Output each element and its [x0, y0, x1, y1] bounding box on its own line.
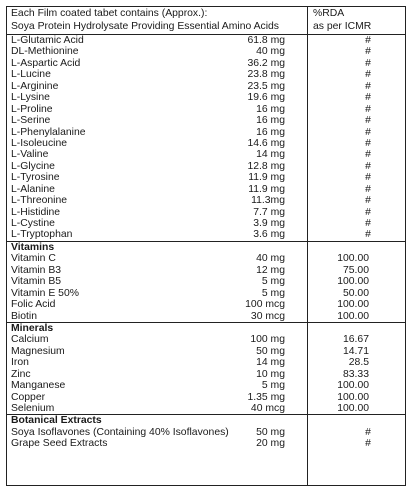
ingredient-rda: #	[365, 172, 371, 184]
table-row	[7, 229, 405, 240]
ingredient-rda: #	[365, 103, 371, 115]
table-row	[7, 265, 405, 276]
ingredient-name: L-Phenylalanine	[11, 126, 86, 138]
botanical-section	[7, 415, 405, 449]
ingredient-rda: 28.5	[348, 357, 369, 369]
section-title-row	[7, 323, 405, 334]
nutrition-table	[6, 6, 406, 486]
ingredient-name: DL-Methionine	[11, 46, 79, 58]
header-rda-line-2: as per ICMR	[313, 20, 372, 32]
ingredient-name: L-Lucine	[11, 69, 51, 81]
ingredient-rda: #	[365, 115, 371, 127]
ingredient-name: Grape Seed Extracts	[11, 438, 108, 450]
ingredient-name: Vitamin C	[11, 253, 56, 265]
ingredient-amount: 5 mg	[261, 287, 285, 299]
section-title: Vitamins	[11, 241, 55, 253]
ingredient-amount: 50 mg	[256, 426, 285, 438]
ingredient-amount: 12 mg	[256, 264, 285, 276]
ingredient-amount: 36.2 mg	[247, 57, 285, 69]
ingredient-rda: 100.00	[337, 380, 369, 392]
table-row	[7, 369, 405, 380]
ingredient-rda: #	[365, 160, 371, 172]
table-row	[7, 334, 405, 345]
ingredient-rda: 100.00	[337, 391, 369, 403]
ingredient-name: L-Valine	[11, 149, 49, 161]
ingredient-name: L-Serine	[11, 115, 51, 127]
ingredient-amount: 14 mg	[256, 149, 285, 161]
ingredient-name: L-Tyrosine	[11, 172, 60, 184]
ingredient-name: L-Cystine	[11, 218, 55, 229]
table-row	[7, 288, 405, 299]
ingredient-name: Manganese	[11, 380, 66, 392]
ingredient-rda: 100.00	[337, 299, 369, 311]
table-row	[7, 299, 405, 310]
table-row	[7, 161, 405, 172]
ingredient-name: L-Isoleucine	[11, 137, 68, 149]
ingredient-rda: #	[365, 35, 371, 46]
table-row	[7, 92, 405, 103]
ingredient-rda: #	[365, 218, 371, 229]
ingredient-amount: 40 mg	[256, 46, 285, 58]
minerals-section	[7, 323, 405, 416]
ingredient-rda: 100.00	[337, 276, 369, 288]
table-row	[7, 427, 405, 438]
header-line-1: Each Film coated tabet contains (Approx.):	[11, 8, 208, 19]
table-row	[7, 380, 405, 391]
ingredient-amount: 19.6 mg	[247, 92, 285, 104]
table-row	[7, 35, 405, 46]
table-row	[7, 184, 405, 195]
ingredient-name: L-Tryptophan	[11, 229, 73, 241]
ingredient-rda: #	[365, 195, 371, 207]
ingredient-amount: 1.35 mg	[247, 391, 285, 403]
ingredient-amount: 11.9 mg	[248, 172, 285, 184]
ingredient-amount: 100 mcg	[245, 299, 285, 311]
table-row	[7, 438, 405, 449]
table-row	[7, 58, 405, 69]
ingredient-rda: #	[365, 206, 371, 218]
ingredient-name: L-Glycine	[11, 160, 55, 172]
ingredient-rda: 14.71	[342, 345, 369, 357]
section-title-row	[7, 242, 405, 253]
ingredient-name: L-Alanine	[11, 183, 55, 195]
table-row	[7, 81, 405, 92]
ingredient-name: L-Proline	[11, 103, 53, 115]
ingredient-name: Selenium	[11, 403, 55, 414]
ingredient-rda: #	[365, 438, 371, 450]
ingredient-amount: 12.8 mg	[247, 160, 285, 172]
table-row	[7, 69, 405, 80]
table-row	[7, 403, 405, 414]
ingredient-name: L-Aspartic Acid	[11, 57, 81, 69]
ingredient-rda: #	[365, 149, 371, 161]
ingredient-rda: 50.00	[342, 287, 369, 299]
table-row	[7, 392, 405, 403]
table-row	[7, 138, 405, 149]
ingredient-name: Vitamin B3	[11, 264, 62, 276]
ingredient-name: Calcium	[11, 334, 49, 346]
header-line-2: Soya Protein Hydrolysate Providing Essential Amino Acids	[11, 20, 279, 32]
table-row	[7, 207, 405, 218]
ingredient-rda: 83.33	[342, 368, 369, 380]
ingredient-name: L-Glutamic Acid	[11, 35, 84, 46]
table-row	[7, 172, 405, 183]
ingredient-rda: #	[365, 69, 371, 81]
ingredient-amount: 50 mg	[256, 345, 285, 357]
ingredient-name: Copper	[11, 391, 46, 403]
ingredient-amount: 16 mg	[256, 115, 285, 127]
ingredient-amount: 23.8 mg	[247, 69, 285, 81]
table-row	[7, 127, 405, 138]
ingredient-amount: 5 mg	[261, 276, 285, 288]
ingredient-name: Vitamin E 50%	[11, 287, 79, 299]
ingredient-name: L-Threonine	[11, 195, 68, 207]
ingredient-rda: 100.00	[337, 310, 369, 322]
ingredient-rda: #	[365, 183, 371, 195]
section-title: Botanical Extracts	[11, 415, 102, 427]
ingredient-name: Biotin	[11, 310, 37, 322]
ingredient-amount: 16 mg	[256, 126, 285, 138]
table-row	[7, 115, 405, 126]
table-row	[7, 357, 405, 368]
section-title-row	[7, 415, 405, 426]
ingredient-rda: #	[365, 46, 371, 58]
ingredient-amount: 100 mg	[250, 334, 285, 346]
table-row	[7, 311, 405, 322]
ingredient-rda: #	[365, 126, 371, 138]
ingredient-rda: 75.00	[342, 264, 369, 276]
header-rda-line-1: %RDA	[313, 8, 345, 19]
table-header	[7, 7, 405, 35]
header-composition	[11, 8, 305, 33]
ingredient-name: Vitamin B5	[11, 276, 62, 288]
ingredient-rda: #	[365, 92, 371, 104]
ingredient-amount: 14 mg	[256, 357, 285, 369]
ingredient-amount: 3.6 mg	[253, 229, 285, 241]
ingredient-rda: 100.00	[337, 403, 369, 414]
ingredient-amount: 30 mcg	[250, 310, 285, 322]
ingredient-rda: #	[365, 229, 371, 241]
table-row	[7, 46, 405, 57]
ingredient-name: L-Arginine	[11, 80, 59, 92]
ingredient-amount: 23.5 mg	[247, 80, 285, 92]
ingredient-rda: 16.67	[342, 334, 369, 346]
ingredient-amount: 14.6 mg	[247, 137, 285, 149]
ingredient-amount: 11.3mg	[251, 195, 285, 207]
table-row	[7, 104, 405, 115]
amino-acids-section	[7, 35, 405, 242]
table-row	[7, 346, 405, 357]
ingredient-amount: 16 mg	[256, 103, 285, 115]
ingredient-rda: #	[365, 137, 371, 149]
section-title: Minerals	[11, 322, 54, 334]
table-row	[7, 276, 405, 287]
table-row	[7, 253, 405, 264]
ingredient-name: L-Histidine	[11, 206, 61, 218]
ingredient-amount: 11.9 mg	[248, 183, 285, 195]
ingredient-amount: 7.7 mg	[253, 206, 285, 218]
ingredient-amount: 3.9 mg	[253, 218, 285, 229]
ingredient-rda: #	[365, 426, 371, 438]
ingredient-name: L-Lysine	[11, 92, 50, 104]
ingredient-amount: 10 mg	[256, 368, 285, 380]
ingredient-name: Magnesium	[11, 345, 65, 357]
ingredient-name: Zinc	[11, 368, 31, 380]
table-row	[7, 195, 405, 206]
table-row	[7, 149, 405, 160]
ingredient-name: Soya Isoflavones (Containing 40% Isoflavones)	[11, 426, 229, 438]
table-row	[7, 218, 405, 229]
ingredient-name: Folic Acid	[11, 299, 56, 311]
ingredient-name: Iron	[11, 357, 29, 369]
ingredient-rda: #	[365, 57, 371, 69]
ingredient-amount: 5 mg	[261, 380, 285, 392]
header-rda	[313, 8, 371, 33]
ingredient-amount: 61.8 mg	[247, 35, 285, 46]
ingredient-amount: 20 mg	[256, 438, 285, 450]
ingredient-rda: 100.00	[337, 253, 369, 265]
ingredient-amount: 40 mg	[256, 253, 285, 265]
ingredient-amount: 40 mcg	[250, 403, 285, 414]
ingredient-rda: #	[365, 80, 371, 92]
vitamins-section	[7, 242, 405, 323]
